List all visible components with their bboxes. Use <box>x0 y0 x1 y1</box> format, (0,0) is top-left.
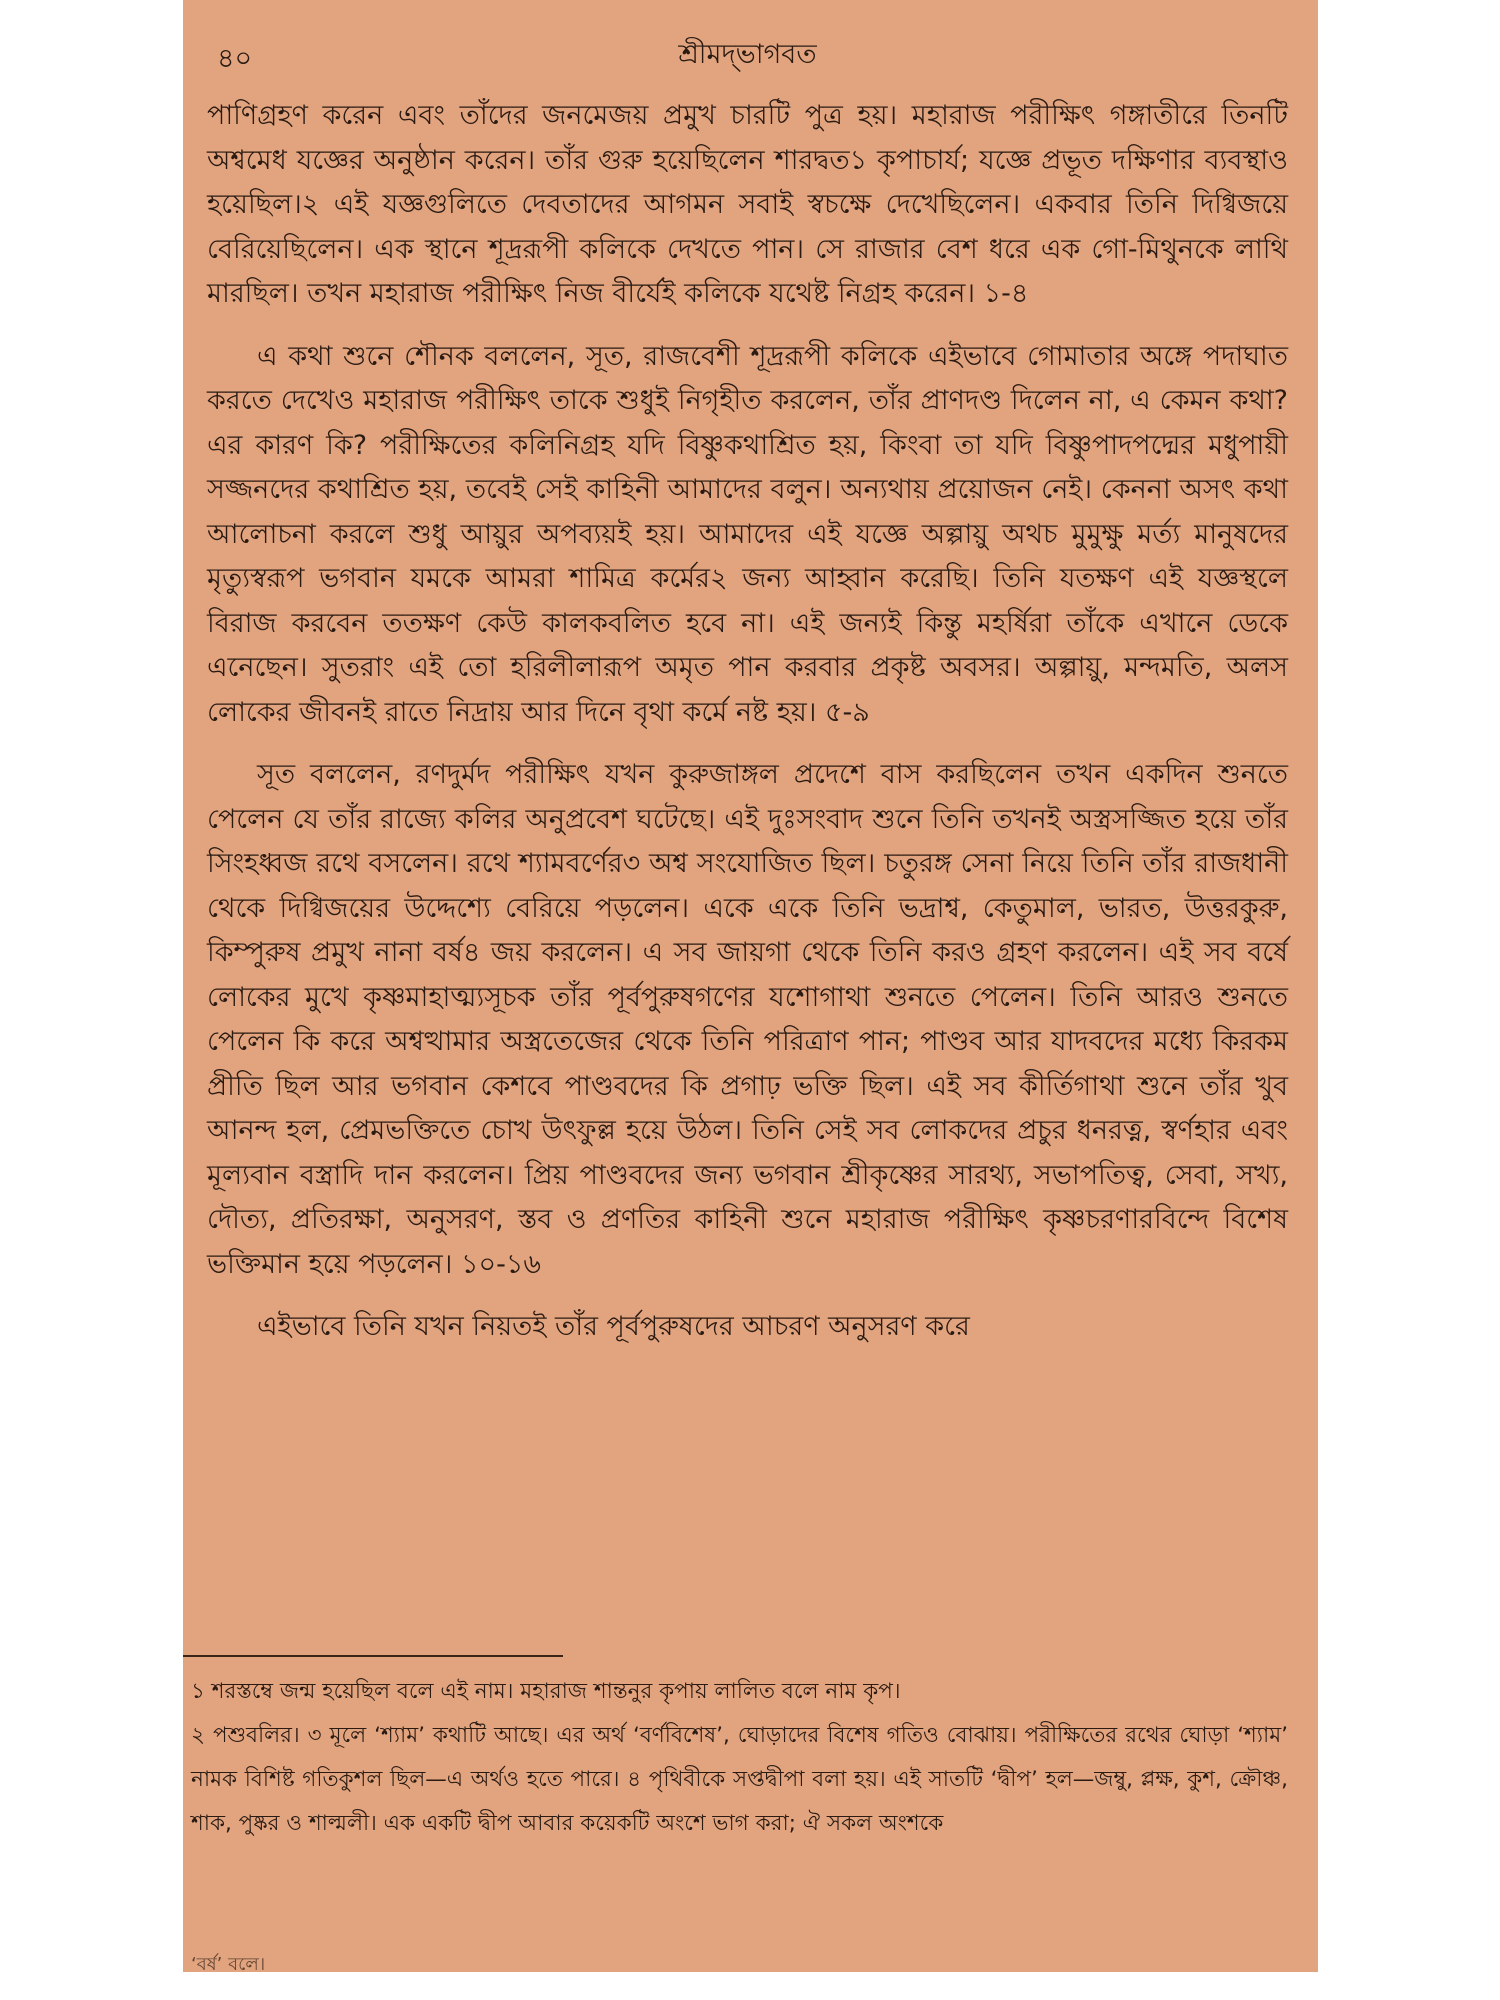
cut-off-text: ‘বর্ষ’ বলে। <box>191 1954 266 1972</box>
page-number: ৪০ <box>217 43 253 74</box>
footnote: ২ পশুবলির। ৩ মূলে ‘শ্যাম’ কথাটি আছে। এর অর্থ ‘বর্ণবিশেষ’, ঘোড়াদের বিশেষ গতিও বোঝায়। পরীক্ষিতের রথের ঘোড়া ‘শ্যাম’ নামক বিশিষ্ট গতিকুশল ছিল—এ অর্থও হতে পারে। ৪ পৃথিবীকে সপ্তদ্বীপা বলা হয়। এই সাতটি ‘দ্বীপ’ হল—জম্বু, প্লক্ষ, কুশ, ক্রৌঞ্চ, শাক, পুষ্কর ও শাল্মলী। এক একটি দ্বীপ আবার কয়েকটি অংশে ভাগ করা; ঐ সকল অংশকে <box>191 1723 1288 1836</box>
paragraph: এ কথা শুনে শৌনক বললেন, সূত, রাজবেশী শূদ্ররূপী কলিকে এইভাবে গোমাতার অঙ্গে পদাঘাত করতে দেখেও মহারাজ পরীক্ষিৎ তাকে শুধুই নিগৃহীত করলেন, তাঁর প্রাণদণ্ড দিলেন না, এ কেমন কথা? এর কারণ কি? পরীক্ষিতের কলিনিগ্রহ যদি বিষ্ণুকথাশ্রিত হয়, কিংবা তা যদি বিষ্ণুপাদপদ্মের মধুপায়ী সজ্জনদের কথাশ্রিত হয়, তবেই সেই কাহিনী আমাদের বলুন। অন্যথায় প্রয়োজন নেই। কেননা অসৎ কথা আলোচনা করলে শুধু আয়ুর অপব্যয়ই হয়। আমাদের এই যজ্ঞে অল্পায়ু অথচ মুমুক্ষু মর্ত্য মানুষদের মৃত্যুস্বরূপ ভগবান যমকে আমরা শামিত্র কর্মের২ জন্য আহ্বান করেছি। তিনি যতক্ষণ এই যজ্ঞস্থলে বিরাজ করবেন ততক্ষণ কেউ কালকবলিত হবে না। এই জন্যই কিন্তু মহর্ষিরা তাঁকে এখানে ডেকে এনেছেন। সুতরাং এই তো হরিলীলারূপ অমৃত পান করবার প্রকৃষ্ট অবসর। অল্পায়ু, মন্দমতি, অলস লোকের জীবনই রাতে নিদ্রায় আর দিনে বৃথা কর্মে নষ্ট হয়। ৫-৯ <box>207 340 1288 728</box>
paragraph: পাণিগ্রহণ করেন এবং তাঁদের জনমেজয় প্রমুখ চারটি পুত্র হয়। মহারাজ পরীক্ষিৎ গঙ্গাতীরে তিনটি অশ্বমেধ যজ্ঞের অনুষ্ঠান করেন। তাঁর গুরু হয়েছিলেন শারদ্বত১ কৃপাচার্য; যজ্ঞে প্রভূত দক্ষিণার ব্যবস্থাও হয়েছিল।২ এই যজ্ঞগুলিতে দেবতাদের আগমন সবাই স্বচক্ষে দেখেছিলেন। একবার তিনি দিগ্বিজয়ে বেরিয়েছিলেন। এক স্থানে শূদ্ররূপী কলিকে দেখতে পান। সে রাজার বেশ ধরে এক গো-মিথুনকে লাথি মারছিল। তখন মহারাজ পরীক্ষিৎ নিজ বীর্যেই কলিকে যথেষ্ট নিগ্রহ করেন। ১-৪ <box>207 100 1288 309</box>
page-header <box>207 24 1288 94</box>
footnote-divider <box>183 1655 563 1657</box>
book-page <box>183 0 1318 1972</box>
running-title: শ্রীমদ্‌ভাগবত <box>678 39 817 70</box>
paragraph: এইভাবে তিনি যখন নিয়তই তাঁর পূর্বপুরুষদের আচরণ অনুসরণ করে <box>257 1311 970 1342</box>
footnotes <box>191 1670 1288 1846</box>
body-text <box>207 94 1288 1350</box>
paragraph: সূত বললেন, রণদুর্মদ পরীক্ষিৎ যখন কুরুজাঙ্গল প্রদেশে বাস করছিলেন তখন একদিন শুনতে পেলেন যে তাঁর রাজ্যে কলির অনুপ্রবেশ ঘটেছে। এই দুঃসংবাদ শুনে তিনি তখনই অস্ত্রসজ্জিত হয়ে তাঁর সিংহধ্বজ রথে বসলেন। রথে শ্যামবর্ণের৩ অশ্ব সংযোজিত ছিল। চতুরঙ্গ সেনা নিয়ে তিনি তাঁর রাজধানী থেকে দিগ্বিজয়ের উদ্দেশ্যে বেরিয়ে পড়লেন। একে একে তিনি ভদ্রাশ্ব, কেতুমাল, ভারত, উত্তরকুরু, কিম্পুরুষ প্রমুখ নানা বর্ষ৪ জয় করলেন। এ সব জায়গা থেকে তিনি করও গ্রহণ করলেন। এই সব বর্ষে লোকের মুখে কৃষ্ণমাহাত্ম্যসূচক তাঁর পূর্বপুরুষগণের যশোগাথা শুনতে পেলেন। তিনি আরও শুনতে পেলেন কি করে অশ্বত্থামার অস্ত্রতেজের থেকে তিনি পরিত্রাণ পান; পাণ্ডব আর যাদবদের মধ্যে কিরকম প্রীতি ছিল আর ভগবান কেশবে পাণ্ডবদের কি প্রগাঢ় ভক্তি ছিল। এই সব কীর্তিগাথা শুনে তাঁর খুব আনন্দ হল, প্রেমভক্তিতে চোখ উৎফুল্ল হয়ে উঠল। তিনি সেই সব লোকদের প্রচুর ধনরত্ন, স্বর্ণহার এবং মূল্যবান বস্ত্রাদি দান করলেন। প্রিয় পাণ্ডবদের জন্য ভগবান শ্রীকৃষ্ণের সারথ্য, সভাপতিত্ব, সেবা, সখ্য, দৌত্য, প্রতিরক্ষা, অনুসরণ, স্তব ও প্রণতির কাহিনী শুনে মহারাজ পরীক্ষিৎ কৃষ্ণচরণারবিন্দে বিশেষ ভক্তিমান হয়ে পড়লেন। ১০-১৬ <box>207 759 1288 1280</box>
footnote: ১ শরস্তম্বে জন্ম হয়েছিল বলে এই নাম। মহারাজ শান্তনুর কৃপায় লালিত বলে নাম কৃপ। <box>191 1679 901 1704</box>
